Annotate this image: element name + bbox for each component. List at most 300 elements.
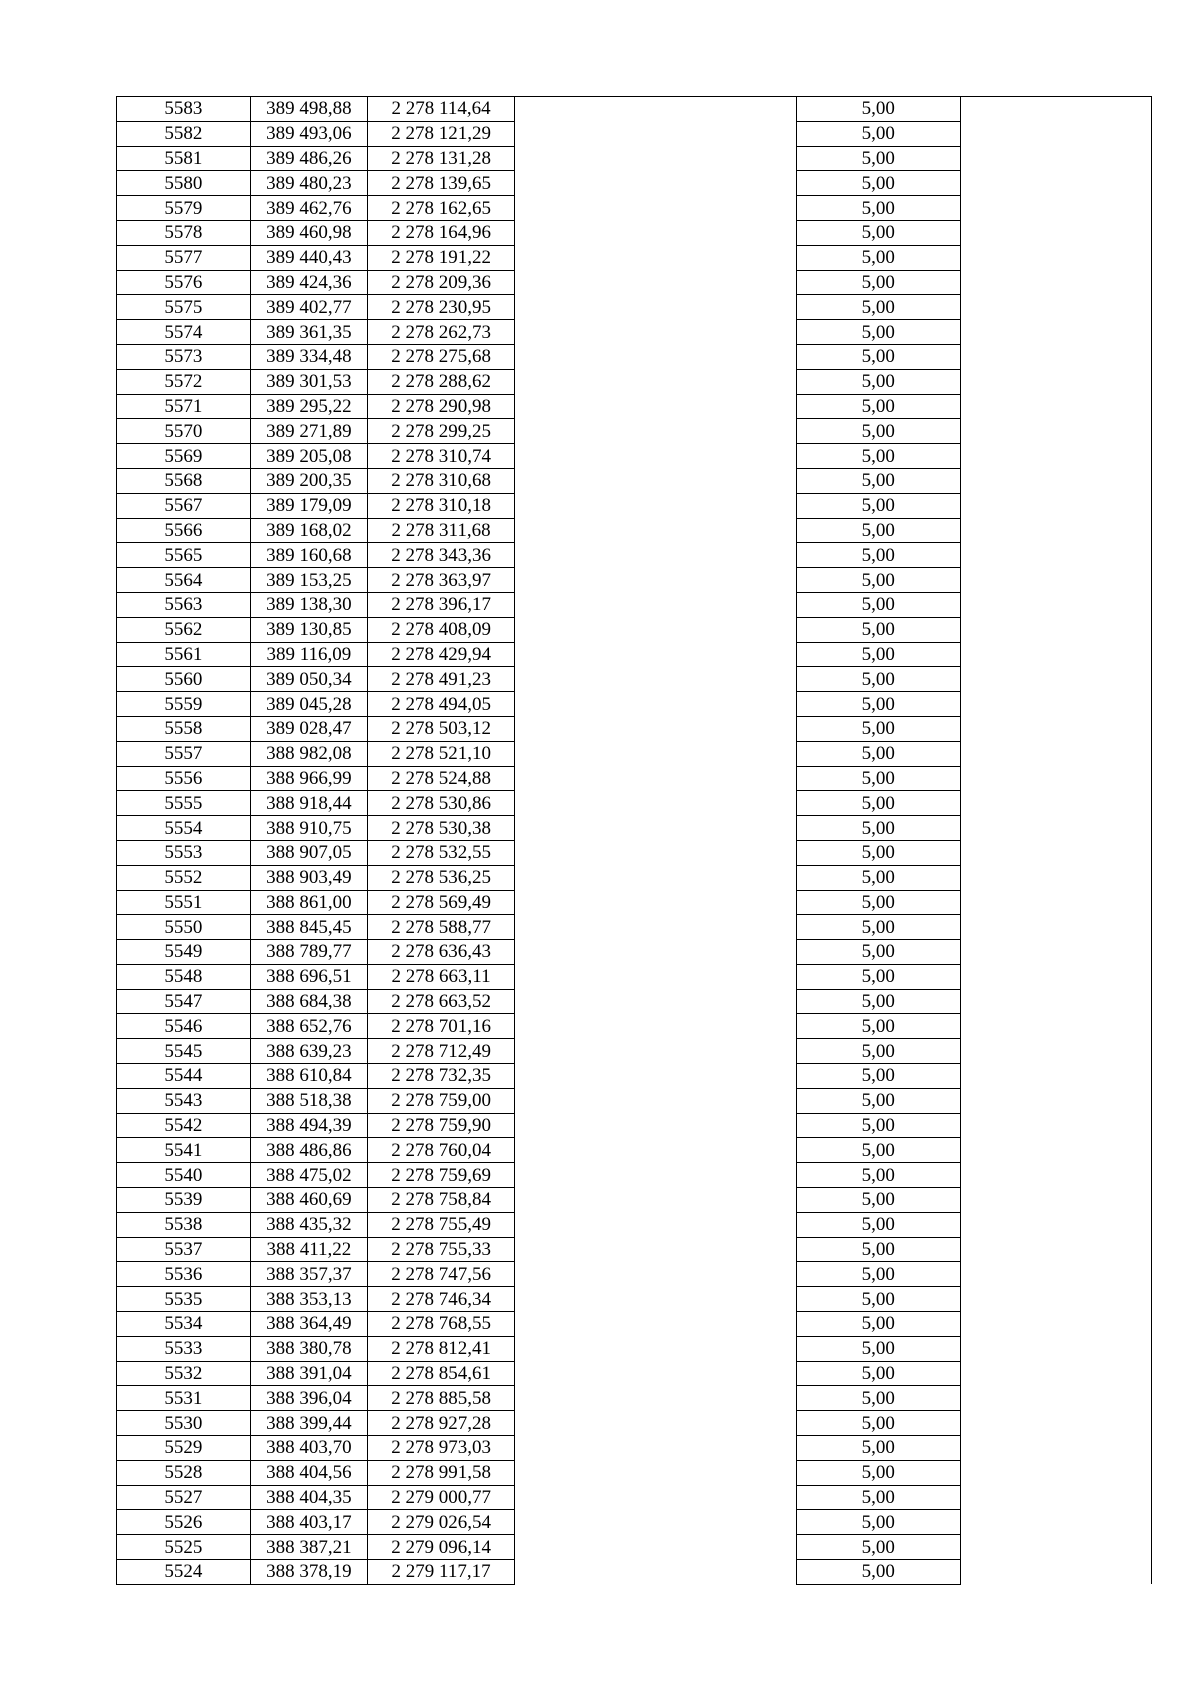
empty-cell	[515, 1386, 797, 1411]
x-coordinate-cell: 389 271,89	[250, 419, 367, 444]
table-row	[117, 890, 1152, 915]
point-number-cell: 5581	[117, 146, 251, 171]
accuracy-cell: 5,00	[797, 816, 961, 841]
point-number-cell: 5555	[117, 791, 251, 816]
point-number-cell: 5574	[117, 320, 251, 345]
table-row	[117, 1262, 1152, 1287]
y-coordinate-cell: 2 278 759,69	[368, 1163, 515, 1188]
point-number-cell: 5535	[117, 1287, 251, 1312]
empty-cell	[960, 220, 1151, 245]
empty-cell	[960, 741, 1151, 766]
empty-cell	[515, 1460, 797, 1485]
y-coordinate-cell: 2 278 503,12	[368, 716, 515, 741]
point-number-cell: 5567	[117, 493, 251, 518]
point-number-cell: 5524	[117, 1560, 251, 1585]
table-row	[117, 1510, 1152, 1535]
empty-cell	[515, 493, 797, 518]
point-number-cell: 5571	[117, 394, 251, 419]
y-coordinate-cell: 2 278 429,94	[368, 642, 515, 667]
y-coordinate-cell: 2 279 026,54	[368, 1510, 515, 1535]
point-number-cell: 5551	[117, 890, 251, 915]
table-row	[117, 171, 1152, 196]
accuracy-cell: 5,00	[797, 1411, 961, 1436]
empty-cell	[960, 1088, 1151, 1113]
point-number-cell: 5568	[117, 468, 251, 493]
y-coordinate-cell: 2 278 663,11	[368, 964, 515, 989]
empty-cell	[515, 1436, 797, 1461]
empty-cell	[960, 1163, 1151, 1188]
accuracy-cell: 5,00	[797, 1361, 961, 1386]
empty-cell	[960, 245, 1151, 270]
table-row	[117, 1039, 1152, 1064]
point-number-cell: 5582	[117, 121, 251, 146]
empty-cell	[960, 320, 1151, 345]
accuracy-cell: 5,00	[797, 1113, 961, 1138]
y-coordinate-cell: 2 278 885,58	[368, 1386, 515, 1411]
y-coordinate-cell: 2 278 290,98	[368, 394, 515, 419]
empty-cell	[960, 890, 1151, 915]
table-row	[117, 791, 1152, 816]
table-row	[117, 220, 1152, 245]
empty-cell	[960, 989, 1151, 1014]
accuracy-cell: 5,00	[797, 568, 961, 593]
table-row	[117, 245, 1152, 270]
empty-cell	[515, 220, 797, 245]
y-coordinate-cell: 2 278 755,33	[368, 1237, 515, 1262]
empty-cell	[515, 543, 797, 568]
empty-cell	[960, 816, 1151, 841]
empty-cell	[515, 270, 797, 295]
empty-cell	[515, 617, 797, 642]
point-number-cell: 5527	[117, 1485, 251, 1510]
empty-cell	[515, 1113, 797, 1138]
empty-cell	[515, 1188, 797, 1213]
empty-cell	[515, 344, 797, 369]
table-row	[117, 1560, 1152, 1585]
point-number-cell: 5549	[117, 940, 251, 965]
x-coordinate-cell: 389 361,35	[250, 320, 367, 345]
x-coordinate-cell: 388 403,70	[250, 1436, 367, 1461]
y-coordinate-cell: 2 278 209,36	[368, 270, 515, 295]
x-coordinate-cell: 388 378,19	[250, 1560, 367, 1585]
y-coordinate-cell: 2 278 812,41	[368, 1336, 515, 1361]
empty-cell	[960, 940, 1151, 965]
point-number-cell: 5577	[117, 245, 251, 270]
point-number-cell: 5562	[117, 617, 251, 642]
accuracy-cell: 5,00	[797, 840, 961, 865]
y-coordinate-cell: 2 278 530,38	[368, 816, 515, 841]
empty-cell	[960, 1039, 1151, 1064]
empty-cell	[960, 344, 1151, 369]
table-row	[117, 1411, 1152, 1436]
table-row	[117, 592, 1152, 617]
point-number-cell: 5531	[117, 1386, 251, 1411]
empty-cell	[960, 493, 1151, 518]
accuracy-cell: 5,00	[797, 369, 961, 394]
table-row	[117, 840, 1152, 865]
table-row	[117, 196, 1152, 221]
empty-cell	[515, 1088, 797, 1113]
x-coordinate-cell: 389 160,68	[250, 543, 367, 568]
x-coordinate-cell: 389 116,09	[250, 642, 367, 667]
y-coordinate-cell: 2 279 096,14	[368, 1535, 515, 1560]
empty-cell	[515, 1336, 797, 1361]
empty-cell	[515, 865, 797, 890]
x-coordinate-cell: 388 411,22	[250, 1237, 367, 1262]
accuracy-cell: 5,00	[797, 592, 961, 617]
y-coordinate-cell: 2 278 569,49	[368, 890, 515, 915]
x-coordinate-cell: 388 396,04	[250, 1386, 367, 1411]
y-coordinate-cell: 2 279 117,17	[368, 1560, 515, 1585]
accuracy-cell: 5,00	[797, 394, 961, 419]
empty-cell	[515, 295, 797, 320]
empty-cell	[960, 468, 1151, 493]
accuracy-cell: 5,00	[797, 1535, 961, 1560]
table-row	[117, 1113, 1152, 1138]
point-number-cell: 5529	[117, 1436, 251, 1461]
point-number-cell: 5560	[117, 667, 251, 692]
accuracy-cell: 5,00	[797, 245, 961, 270]
empty-cell	[960, 1436, 1151, 1461]
empty-cell	[515, 121, 797, 146]
empty-cell	[960, 543, 1151, 568]
accuracy-cell: 5,00	[797, 468, 961, 493]
point-number-cell: 5547	[117, 989, 251, 1014]
y-coordinate-cell: 2 278 759,00	[368, 1088, 515, 1113]
accuracy-cell: 5,00	[797, 964, 961, 989]
table-row	[117, 146, 1152, 171]
accuracy-cell: 5,00	[797, 1436, 961, 1461]
table-row	[117, 493, 1152, 518]
accuracy-cell: 5,00	[797, 642, 961, 667]
empty-cell	[960, 865, 1151, 890]
y-coordinate-cell: 2 278 408,09	[368, 617, 515, 642]
empty-cell	[515, 592, 797, 617]
point-number-cell: 5539	[117, 1188, 251, 1213]
empty-cell	[960, 1386, 1151, 1411]
x-coordinate-cell: 388 861,00	[250, 890, 367, 915]
y-coordinate-cell: 2 278 114,64	[368, 97, 515, 122]
empty-cell	[960, 146, 1151, 171]
x-coordinate-cell: 389 130,85	[250, 617, 367, 642]
empty-cell	[515, 1212, 797, 1237]
accuracy-cell: 5,00	[797, 1039, 961, 1064]
point-number-cell: 5563	[117, 592, 251, 617]
accuracy-cell: 5,00	[797, 890, 961, 915]
table-row	[117, 940, 1152, 965]
empty-cell	[515, 1485, 797, 1510]
table-row	[117, 1138, 1152, 1163]
table-row	[117, 270, 1152, 295]
x-coordinate-cell: 388 399,44	[250, 1411, 367, 1436]
y-coordinate-cell: 2 278 275,68	[368, 344, 515, 369]
y-coordinate-cell: 2 278 532,55	[368, 840, 515, 865]
x-coordinate-cell: 388 789,77	[250, 940, 367, 965]
empty-cell	[960, 1460, 1151, 1485]
point-number-cell: 5564	[117, 568, 251, 593]
point-number-cell: 5561	[117, 642, 251, 667]
empty-cell	[960, 518, 1151, 543]
accuracy-cell: 5,00	[797, 741, 961, 766]
empty-cell	[960, 171, 1151, 196]
x-coordinate-cell: 388 460,69	[250, 1188, 367, 1213]
coordinates-table	[116, 96, 1152, 1585]
empty-cell	[515, 1361, 797, 1386]
accuracy-cell: 5,00	[797, 270, 961, 295]
point-number-cell: 5543	[117, 1088, 251, 1113]
y-coordinate-cell: 2 279 000,77	[368, 1485, 515, 1510]
empty-cell	[515, 1510, 797, 1535]
x-coordinate-cell: 389 486,26	[250, 146, 367, 171]
table-row	[117, 419, 1152, 444]
y-coordinate-cell: 2 278 310,68	[368, 468, 515, 493]
x-coordinate-cell: 389 440,43	[250, 245, 367, 270]
point-number-cell: 5536	[117, 1262, 251, 1287]
y-coordinate-cell: 2 278 164,96	[368, 220, 515, 245]
empty-cell	[515, 1535, 797, 1560]
x-coordinate-cell: 388 610,84	[250, 1064, 367, 1089]
table-row	[117, 667, 1152, 692]
table-row	[117, 1212, 1152, 1237]
accuracy-cell: 5,00	[797, 295, 961, 320]
y-coordinate-cell: 2 278 758,84	[368, 1188, 515, 1213]
point-number-cell: 5532	[117, 1361, 251, 1386]
accuracy-cell: 5,00	[797, 320, 961, 345]
table-row	[117, 97, 1152, 122]
empty-cell	[960, 1287, 1151, 1312]
empty-cell	[960, 270, 1151, 295]
table-row	[117, 1188, 1152, 1213]
y-coordinate-cell: 2 278 396,17	[368, 592, 515, 617]
point-number-cell: 5578	[117, 220, 251, 245]
accuracy-cell: 5,00	[797, 146, 961, 171]
x-coordinate-cell: 388 982,08	[250, 741, 367, 766]
empty-cell	[515, 1039, 797, 1064]
empty-cell	[960, 667, 1151, 692]
x-coordinate-cell: 389 334,48	[250, 344, 367, 369]
y-coordinate-cell: 2 278 288,62	[368, 369, 515, 394]
empty-cell	[960, 196, 1151, 221]
y-coordinate-cell: 2 278 494,05	[368, 692, 515, 717]
point-number-cell: 5552	[117, 865, 251, 890]
table-row	[117, 444, 1152, 469]
table-row	[117, 617, 1152, 642]
empty-cell	[515, 816, 797, 841]
empty-cell	[515, 419, 797, 444]
accuracy-cell: 5,00	[797, 1312, 961, 1337]
empty-cell	[960, 1014, 1151, 1039]
table-row	[117, 766, 1152, 791]
empty-cell	[515, 1237, 797, 1262]
table-row	[117, 865, 1152, 890]
y-coordinate-cell: 2 278 521,10	[368, 741, 515, 766]
x-coordinate-cell: 388 845,45	[250, 915, 367, 940]
empty-cell	[960, 964, 1151, 989]
table-row	[117, 1088, 1152, 1113]
empty-cell	[515, 766, 797, 791]
y-coordinate-cell: 2 278 588,77	[368, 915, 515, 940]
x-coordinate-cell: 388 652,76	[250, 1014, 367, 1039]
table-row	[117, 716, 1152, 741]
point-number-cell: 5565	[117, 543, 251, 568]
x-coordinate-cell: 388 696,51	[250, 964, 367, 989]
y-coordinate-cell: 2 278 299,25	[368, 419, 515, 444]
empty-cell	[960, 592, 1151, 617]
accuracy-cell: 5,00	[797, 493, 961, 518]
empty-cell	[960, 121, 1151, 146]
y-coordinate-cell: 2 278 760,04	[368, 1138, 515, 1163]
accuracy-cell: 5,00	[797, 1510, 961, 1535]
x-coordinate-cell: 389 460,98	[250, 220, 367, 245]
y-coordinate-cell: 2 278 759,90	[368, 1113, 515, 1138]
table-row	[117, 468, 1152, 493]
accuracy-cell: 5,00	[797, 766, 961, 791]
point-number-cell: 5557	[117, 741, 251, 766]
empty-cell	[515, 1064, 797, 1089]
point-number-cell: 5572	[117, 369, 251, 394]
empty-cell	[515, 518, 797, 543]
empty-cell	[960, 369, 1151, 394]
empty-cell	[515, 1138, 797, 1163]
accuracy-cell: 5,00	[797, 1188, 961, 1213]
empty-cell	[515, 1411, 797, 1436]
point-number-cell: 5525	[117, 1535, 251, 1560]
empty-cell	[960, 419, 1151, 444]
point-number-cell: 5544	[117, 1064, 251, 1089]
empty-cell	[960, 1411, 1151, 1436]
empty-cell	[515, 171, 797, 196]
x-coordinate-cell: 389 424,36	[250, 270, 367, 295]
x-coordinate-cell: 389 179,09	[250, 493, 367, 518]
y-coordinate-cell: 2 278 536,25	[368, 865, 515, 890]
empty-cell	[960, 642, 1151, 667]
table-row	[117, 816, 1152, 841]
accuracy-cell: 5,00	[797, 1287, 961, 1312]
accuracy-cell: 5,00	[797, 1138, 961, 1163]
x-coordinate-cell: 388 364,49	[250, 1312, 367, 1337]
y-coordinate-cell: 2 278 663,52	[368, 989, 515, 1014]
x-coordinate-cell: 389 301,53	[250, 369, 367, 394]
x-coordinate-cell: 388 494,39	[250, 1113, 367, 1138]
x-coordinate-cell: 388 639,23	[250, 1039, 367, 1064]
accuracy-cell: 5,00	[797, 989, 961, 1014]
x-coordinate-cell: 389 205,08	[250, 444, 367, 469]
point-number-cell: 5545	[117, 1039, 251, 1064]
point-number-cell: 5554	[117, 816, 251, 841]
x-coordinate-cell: 389 295,22	[250, 394, 367, 419]
empty-cell	[960, 1485, 1151, 1510]
empty-cell	[960, 568, 1151, 593]
point-number-cell: 5533	[117, 1336, 251, 1361]
x-coordinate-cell: 388 910,75	[250, 816, 367, 841]
table-row	[117, 1237, 1152, 1262]
point-number-cell: 5546	[117, 1014, 251, 1039]
table-row	[117, 394, 1152, 419]
accuracy-cell: 5,00	[797, 1237, 961, 1262]
empty-cell	[960, 444, 1151, 469]
x-coordinate-cell: 388 518,38	[250, 1088, 367, 1113]
empty-cell	[515, 964, 797, 989]
point-number-cell: 5556	[117, 766, 251, 791]
table-row	[117, 964, 1152, 989]
empty-cell	[960, 1113, 1151, 1138]
point-number-cell: 5576	[117, 270, 251, 295]
table-row	[117, 692, 1152, 717]
x-coordinate-cell: 388 391,04	[250, 1361, 367, 1386]
x-coordinate-cell: 388 435,32	[250, 1212, 367, 1237]
x-coordinate-cell: 389 045,28	[250, 692, 367, 717]
y-coordinate-cell: 2 278 230,95	[368, 295, 515, 320]
accuracy-cell: 5,00	[797, 1485, 961, 1510]
point-number-cell: 5580	[117, 171, 251, 196]
x-coordinate-cell: 388 907,05	[250, 840, 367, 865]
x-coordinate-cell: 388 404,35	[250, 1485, 367, 1510]
y-coordinate-cell: 2 278 854,61	[368, 1361, 515, 1386]
empty-cell	[960, 617, 1151, 642]
accuracy-cell: 5,00	[797, 518, 961, 543]
empty-cell	[960, 716, 1151, 741]
empty-cell	[515, 196, 797, 221]
empty-cell	[515, 1287, 797, 1312]
table-row	[117, 1287, 1152, 1312]
x-coordinate-cell: 389 493,06	[250, 121, 367, 146]
table-row	[117, 1460, 1152, 1485]
table-row	[117, 369, 1152, 394]
y-coordinate-cell: 2 278 262,73	[368, 320, 515, 345]
y-coordinate-cell: 2 278 746,34	[368, 1287, 515, 1312]
x-coordinate-cell: 388 475,02	[250, 1163, 367, 1188]
table-row	[117, 1386, 1152, 1411]
y-coordinate-cell: 2 278 121,29	[368, 121, 515, 146]
empty-cell	[960, 1212, 1151, 1237]
x-coordinate-cell: 388 486,86	[250, 1138, 367, 1163]
point-number-cell: 5528	[117, 1460, 251, 1485]
y-coordinate-cell: 2 278 701,16	[368, 1014, 515, 1039]
empty-cell	[960, 1138, 1151, 1163]
point-number-cell: 5559	[117, 692, 251, 717]
accuracy-cell: 5,00	[797, 716, 961, 741]
x-coordinate-cell: 388 684,38	[250, 989, 367, 1014]
y-coordinate-cell: 2 278 755,49	[368, 1212, 515, 1237]
empty-cell	[515, 1014, 797, 1039]
accuracy-cell: 5,00	[797, 1064, 961, 1089]
point-number-cell: 5526	[117, 1510, 251, 1535]
empty-cell	[515, 468, 797, 493]
empty-cell	[515, 741, 797, 766]
accuracy-cell: 5,00	[797, 1212, 961, 1237]
accuracy-cell: 5,00	[797, 97, 961, 122]
y-coordinate-cell: 2 278 636,43	[368, 940, 515, 965]
y-coordinate-cell: 2 278 768,55	[368, 1312, 515, 1337]
accuracy-cell: 5,00	[797, 1336, 961, 1361]
table-row	[117, 642, 1152, 667]
point-number-cell: 5537	[117, 1237, 251, 1262]
x-coordinate-cell: 389 168,02	[250, 518, 367, 543]
empty-cell	[515, 667, 797, 692]
x-coordinate-cell: 388 918,44	[250, 791, 367, 816]
x-coordinate-cell: 389 480,23	[250, 171, 367, 196]
y-coordinate-cell: 2 278 343,36	[368, 543, 515, 568]
empty-cell	[515, 320, 797, 345]
y-coordinate-cell: 2 278 310,18	[368, 493, 515, 518]
empty-cell	[515, 97, 797, 122]
empty-cell	[960, 1237, 1151, 1262]
accuracy-cell: 5,00	[797, 121, 961, 146]
accuracy-cell: 5,00	[797, 1262, 961, 1287]
x-coordinate-cell: 389 402,77	[250, 295, 367, 320]
y-coordinate-cell: 2 278 311,68	[368, 518, 515, 543]
x-coordinate-cell: 388 380,78	[250, 1336, 367, 1361]
